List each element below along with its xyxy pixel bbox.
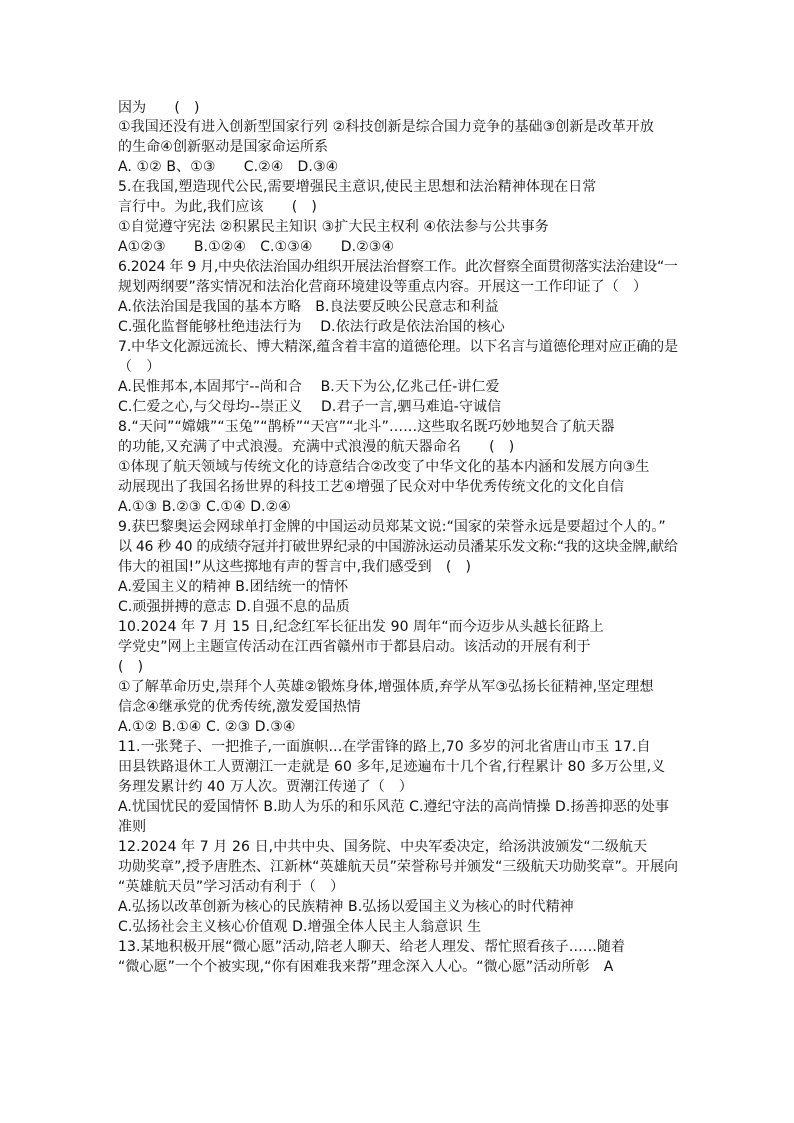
text-line: A.①③ B.②③ C.①④ D.②④ [118, 499, 291, 515]
text-line: 田县铁路退休工人贾潮江一走就是 60 多年,足迹遍布十几个省,行程累计 80 多万公里,义 [118, 759, 666, 775]
text-line: 13.某地积极开展“微心愿”活动,陪老人聊天、给老人理发、帮忙照看孩子……随着 [118, 939, 626, 955]
text-line: A.①② B.①④ C. ②③ D.③④ [118, 719, 296, 735]
text-line: 规划两纲要”落实情况和法治化营商环境建设等重点内容。开展这一工作印证了（ ） [118, 279, 648, 295]
text-line: 功勋奖章”,授予唐胜杰、江新林“英雄航天员”荣誉称号并颁发“三级航天功勋奖章”。开展向 [118, 859, 679, 875]
text-line: 言行中。为此,我们应该 ( ) [118, 199, 317, 215]
text-line: A.爱国主义的精神 B.团结统一的情怀 [118, 579, 349, 595]
text-line: 的功能,又充满了中式浪漫。充满中式浪漫的航天器命名 ( ) [118, 439, 515, 455]
text-line: ①自觉遵守宪法 ②积累民主知识 ③扩大民主权利 ④依法参与公共事务 [118, 219, 549, 235]
text-line: （ ） [118, 359, 161, 375]
text-line: 10.2024 年 7 月 15 日,纪念红军长征出发 90 周年“而今迈步从头越长征路上 [118, 619, 604, 635]
text-line: ①体现了航天领域与传统文化的诗意结合②改变了中华文化的基本内涵和发展方向③生 [118, 459, 650, 475]
text-line: 12.2024 年 7 月 26 日,中共中央、国务院、中央军委决定，给汤洪波颁发“二级航天 [118, 839, 648, 855]
text-line: ( ) [118, 659, 144, 675]
text-line: A.弘扬以改革创新为核心的民族精神 B.弘扬以爱国主义为核心的时代精神 [118, 899, 574, 915]
text-line: 动展现出了我国名扬世界的科技工艺④增强了民众对中华优秀传统文化的文化自信 [118, 479, 625, 495]
text-line: 因为 ( ) [118, 100, 200, 116]
text-line: A. ①② B、①③ C.②④ D.③④ [118, 159, 339, 175]
text-line: “微心愿”一个个被实现,“你有困难我来帮”理念深入人心。“微心愿”活动所彰 A [118, 959, 614, 975]
text-line: ①了解革命历史,崇拜个人英雄②锻炼身体,增强体质,弃学从军③弘扬长征精神,坚定理想 [118, 679, 654, 695]
text-line: 7.中华文化源远流长、博大精深,蕴含着丰富的道德伦理。以下名言与道德伦理对应正确的是 [118, 339, 679, 355]
text-line: 准则 [118, 819, 147, 835]
text-line: A①②③ B.①②④ C.①③④ D.②③④ [118, 239, 395, 255]
text-line: 伟大的祖国!”从这些掷地有声的誓言中,我们感受到 ( ) [118, 559, 472, 575]
text-line: “英雄航天员”学习活动有利于（ ） [118, 879, 345, 895]
text-line: A.依法治国是我国的基本方略 B.良法要反映公民意志和利益 [118, 299, 499, 315]
text-line: 11.一张凳子、一把推子,一面旗帜…在学雷锋的路上,70 多岁的河北省唐山市玉 17.自 [118, 739, 651, 755]
text-line: C.仁爱之心,与父母均--崇正义 D.君子一言,驷马难追-守诚信 [118, 399, 502, 415]
text-line: 以 46 秒 40 的成绩夺冠并打破世界纪录的中国游泳运动员潘某乐发文称:“我的这块金牌,献给 [118, 539, 678, 555]
text-line: 学党史”网上主题宣传活动在江西省赣州市于都县启动。该活动的开展有利于 [118, 639, 591, 655]
text-line: 的生命④创新驱动是国家命运所系 [118, 139, 329, 155]
text-line: C.顽强拼搏的意志 D.自强不息的品质 [118, 599, 350, 615]
text-line: 6.2024 年 9 月,中央依法治国办组织开展法治督察工作。此次督察全面贯彻落实法治建设“一 [118, 259, 678, 275]
text-line: ①我国还没有进入创新型国家行列 ②科技创新是综合国力竞争的基础③创新是改革开放 [118, 119, 655, 135]
text-line: 9.获巴黎奥运会网球单打金牌的中国运动员郑某文说:“国家的荣誉永远是要超过个人的。” [118, 519, 666, 535]
text-line: 8.“天问”“嫦娥”“玉兔”“鹊桥”“天宫”“北斗”……这些取名既巧妙地契合了航天器 [118, 419, 615, 435]
text-line: A.忧国忧民的爱国情怀 B.助人为乐的和乐风范 C.遵纪守法的高尚情操 D.扬善抑恶的处事 [118, 799, 670, 815]
text-line: 务理发累计约 40 万人次。贾潮江传递了（ ） [118, 779, 414, 795]
text-line: 5.在我国,塑造现代公民,需要增强民主意识,使民主思想和法治精神体现在日常 [118, 179, 597, 195]
text-line: C.强化监督能够杜绝违法行为 D.依法行政是依法治国的核心 [118, 319, 505, 335]
text-line: 信念④继承党的优秀传统,激发爱国热情 [118, 699, 361, 715]
text-line: C.弘扬社会主义核心价值观 D.增强全体人民主人翁意识 生 [118, 919, 482, 935]
text-line: A.民惟邦本,本固邦宁--尚和合 B.天下为公,亿兆己任-讲仁爱 [118, 379, 500, 395]
